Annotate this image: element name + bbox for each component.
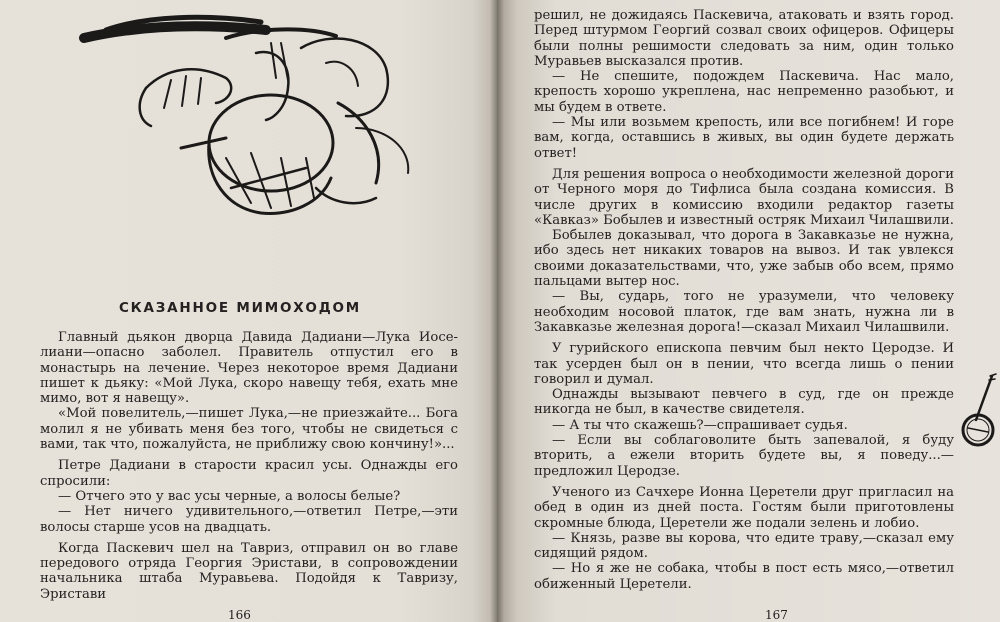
paragraph: — Если вы соблаговолите быть запевалой, я буду вторить, а ежели вторить будете вы, я поведу...—предложил Церодзе. bbox=[534, 433, 954, 479]
section-title: СКАЗАННОЕ МИМОХОДОМ bbox=[118, 300, 362, 316]
paragraph: решил, не дожидаясь Паскевича, атаковать и взять город. Перед штурмом Георгий созвал своих офицеров. Офицеры были полны решимости следовать за ним, один только Муравьев высказался против. bbox=[534, 8, 954, 69]
paragraph: — Нет ничего удивительного,—ответил Петре,—эти волосы старше усов на двадцать. bbox=[40, 504, 458, 535]
book-gutter bbox=[490, 0, 504, 622]
paragraph: — Отчего это у вас усы черные, а волосы белые? bbox=[58, 488, 401, 504]
paragraph: Для решения вопроса о необходимости железной дороги от Черного моря до Тифлиса была создана комиссия. В числе других в комиссию входили редактор газеты «Кавказ» Бобылев и известный остряк Михаил Чилашвили. bbox=[534, 166, 954, 228]
banjo-icon bbox=[958, 372, 1000, 452]
paragraph: «Мой повелитель,—пишет Лука,—не приезжайте... Бога молил я не убивать меня без того, чтобы не свидеться с вами, так что, пожалуйста, не приближу свою кончину!»... bbox=[40, 406, 458, 453]
paragraph: — Князь, разве вы корова, что едите траву,—сказал ему сидящий рядом. bbox=[534, 530, 954, 562]
page-number: 166 bbox=[228, 608, 251, 622]
paragraph: Когда Паскевич шел на Тавриз, отправил он во главе передового отряда Георгия Эристави, в сопровождении начальника штаба Муравьева. Подойдя к Тавризу, Эристави bbox=[40, 540, 458, 602]
paragraph: Петре Дадиани в старости красил усы. Однажды его спросили: bbox=[40, 458, 458, 489]
page-number: 167 bbox=[765, 608, 788, 622]
paragraph: Бобылев доказывал, что дорога в Закавказье не нужна, ибо здесь нет никаких товаров на вывоз. И так увлекся своими доказательствами, что, уже забыв обо всем, прямо пальцами вытер нос. bbox=[534, 228, 954, 290]
left-text-column bbox=[40, 330, 458, 602]
paragraph: — Не спешите, подождем Паскевича. Нас мало, крепость хорошо укреплена, нас непременно разобьют, и мы будем в ответе. bbox=[534, 69, 954, 115]
paragraph: Ученого из Сачхере Ионна Церетели друг пригласил на обед в один из дней поста. Гостям были приготовлены скромные блюда, Церетели же подали зелень и лобио. bbox=[534, 484, 954, 531]
paragraph: — Вы, сударь, того не уразумели, что человеку необходим носовой платок, где вам знать, нужна ли в Закавказье железная дорога!—сказал Михаил Чилашвили. bbox=[534, 289, 954, 335]
paragraph: Главный дьякон дворца Давида Дадиани—Лука Иосе-лиани—опасно заболел. Правитель отпустил его в монастырь на лечение. Через некоторое время Дадиани пишет к дьяку: «Мой Лука, скоро навещу тебя, ехать мне мимо, вот я навещу». bbox=[40, 330, 458, 407]
left-page bbox=[0, 0, 497, 622]
paragraph: — А ты что скажешь?—спрашивает судья. bbox=[552, 417, 848, 433]
right-text-column bbox=[534, 8, 954, 592]
drummer-illustration bbox=[76, 8, 416, 218]
paragraph: — Но я же не собака, чтобы в пост есть мясо,—ответил обиженный Церетели. bbox=[534, 561, 954, 592]
paragraph: Однажды вызывают певчего в суд, где он прежде никогда не был, в качестве свидетеля. bbox=[534, 387, 954, 418]
paragraph: — Мы или возьмем крепость, или все погибнем! И горе вам, когда, оставшись в живых, вы один будете держать ответ! bbox=[534, 115, 954, 161]
paragraph: У гурийского епископа певчим был некто Церодзе. И так усерден был он в пении, что всегда лишь о пении говорил и думал. bbox=[534, 341, 954, 387]
right-page bbox=[497, 0, 1000, 622]
